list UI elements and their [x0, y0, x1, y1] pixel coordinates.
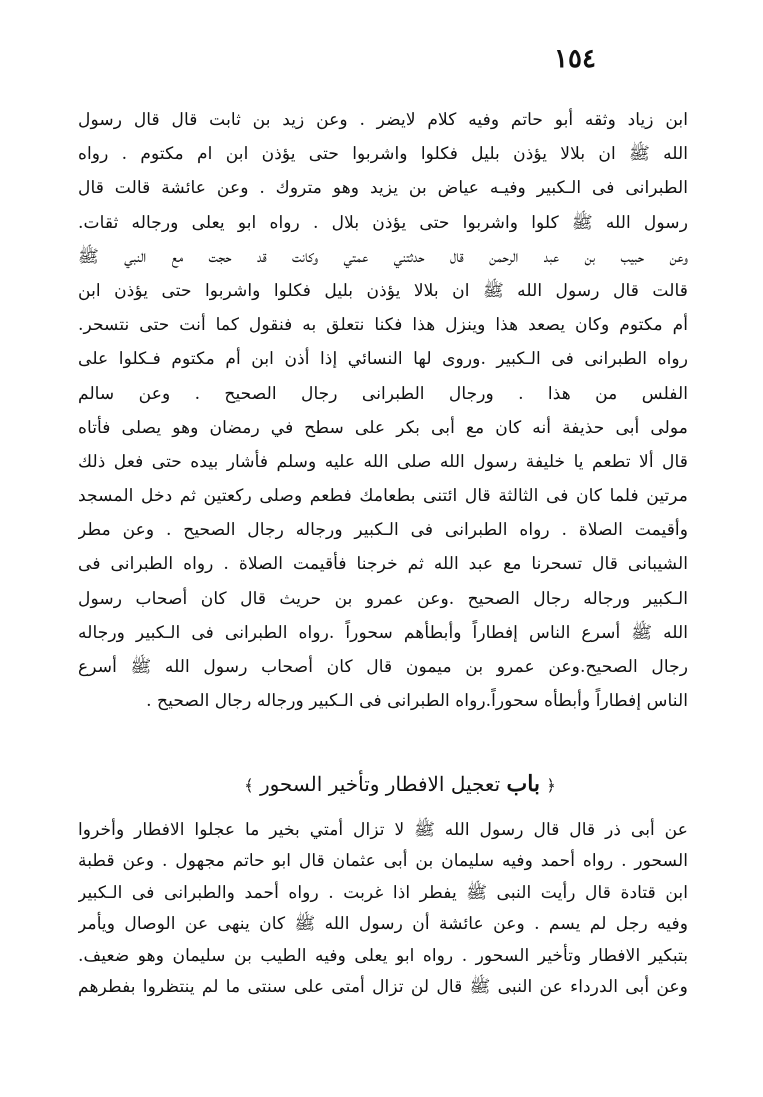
text-line: قال ألا تطعم يا خليفة رسول الله صلى الله عليه وسلم فأشار بيده حتى فعل ذلك: [78, 451, 688, 472]
text-line: قالت قال رسول الله ﷺ ان بلالا يؤذن بليل فكلوا واشربوا حتى يؤذن ابن: [78, 280, 688, 301]
text-line: أم مكتوم وكان يصعد هذا وينزل هذا فكنا نتعلق به فنقول كما أنت حتى نتسحر.: [78, 315, 688, 336]
text-line: ابن زياد وثقه أبو حاتم وفيه كلام لايضر . وعن زيد بن ثابت قال قال رسول: [78, 110, 688, 130]
ornament-open: ﴿: [546, 776, 556, 795]
chapter-label: باب: [506, 771, 541, 797]
text-line: وعن أبى الدرداء عن النبى ﷺ قال لن تزال أمتى على سنتى ما لم ينتظروا بفطرهم: [78, 976, 688, 997]
text-line: رسول الله ﷺ كلوا واشربوا حتى يؤذن بلال . رواه ابو يعلى ورجاله ثقات.: [78, 212, 688, 233]
text-line: الله ﷺ أسرع الناس إفطاراً وأبطأهم سحوراً .رواه الطبرانى فى الـكبير ورجاله: [78, 622, 688, 643]
text-line: الله ﷺ ان بلالا يؤذن بليل فكلوا واشربوا حتى يؤذن ابن ام مكتوم . رواه: [78, 144, 688, 165]
text-line: السحور . رواه أحمد وفيه سليمان بن أبى عثمان قال ابو حاتم مجهول . وعن قطبة: [78, 851, 688, 872]
text-line: وأقيمت الصلاة . رواه الطبرانى فى الـكبير ورجاله رجال الصحيح . وعن مطر: [78, 520, 688, 541]
text-line: وعن حبيب بن عبد الرحمن قال حدثتني عمتي وكانت قد حجت مع النبي ﷺ: [78, 246, 688, 267]
text-line: الطبرانى فى الـكبير وفيـه عياض بن يزيد وهو متروك . وعن عائشة قالت قال: [78, 178, 688, 199]
text-line: ابن قتادة قال رأيت النبى ﷺ يفطر اذا غربت . رواه أحمد والطبرانى فى الـكبير: [78, 882, 688, 903]
text-line: الـكبير ورجاله رجال الصحيح .وعن عمرو بن حريث قال كان أصحاب رسول: [78, 588, 688, 609]
hadith-text-section-1: [78, 103, 688, 718]
text-line: مولى أبى حذيفة أنه كان مع أبى بكر على سطح في رمضان وهو يصلى فأتاه: [78, 417, 688, 438]
chapter-title: تعجيل الافطار وتأخير السحور: [259, 772, 501, 796]
text-line: رواه الطبرانى فى الـكبير .وروى لها النسائي إذا أذن ابن أم مكتوم فـكلوا على: [78, 349, 688, 370]
text-line: الفلس من هذا . ورجال الطبرانى رجال الصحيح . وعن سالم: [78, 383, 688, 404]
text-line: وفيه رجل لم يسم . وعن عائشة أن رسول الله ﷺ كان ينهى عن الوصال ويأمر: [78, 914, 688, 935]
text-line: مرتين فلما كان فى الثالثة قال ائتنى بطعامك فطعم وصلى ركعتين ثم دخل المسجد: [78, 486, 688, 507]
text-line: رجال الصحيح.وعن عمرو بن ميمون قال كان أصحاب رسول الله ﷺ أسرع: [78, 657, 688, 677]
chapter-heading: [100, 767, 700, 803]
ornament-close: ﴾: [244, 776, 254, 795]
hadith-text-section-2: [78, 815, 688, 1003]
text-line: بتبكير الافطار وتأخير السحور . رواه ابو يعلى وفيه الطيب بن سليمان وهو ضعيف.: [78, 945, 688, 966]
text-line: الشيبانى قال تسحرنا مع عبد الله ثم خرجنا فأقيمت الصلاة . رواه الطبرانى فى: [78, 554, 688, 575]
page-number: ١٥٤: [554, 44, 596, 74]
text-line: الناس إفطاراً وأبطأه سحوراً.رواه الطبرانى فى الـكبير ورجاله رجال الصحيح .: [146, 691, 688, 712]
text-line: عن أبى ذر قال قال رسول الله ﷺ لا تزال أمتي بخير ما عجلوا الافطار وأخروا: [78, 820, 688, 840]
